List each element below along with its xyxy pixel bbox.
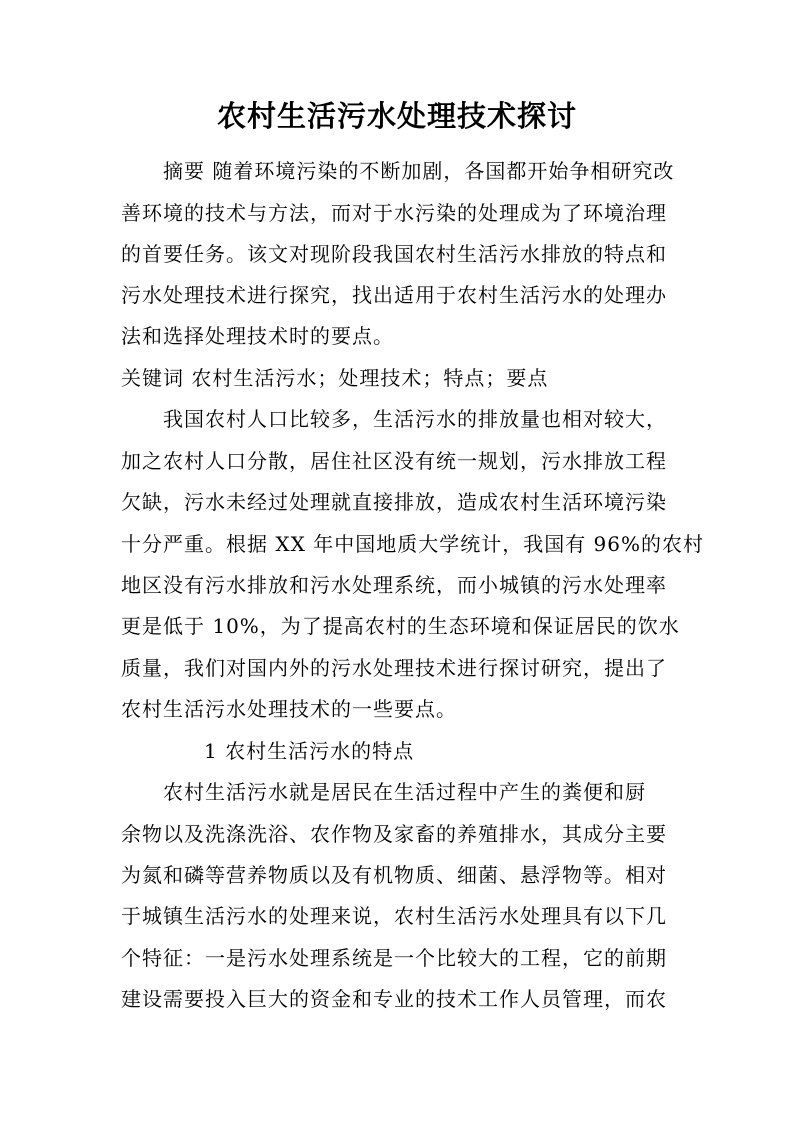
section-line: 农村生活污水就是居民在生活过程中产生的粪便和厨 [163, 780, 646, 804]
section-line: 个特征：一是污水处理系统是一个比较大的工程，它的前期 [121, 946, 667, 970]
intro-line: 农村生活污水处理技术的一些要点。 [121, 697, 457, 721]
abstract-line: 污水处理技术进行探究，找出适用于农村生活污水的处理办 [121, 283, 667, 307]
section-line: 于城镇生活污水的处理来说，农村生活污水处理具有以下几 [121, 904, 667, 928]
section-line: 建设需要投入巨大的资金和专业的技术工作人员管理，而农 [121, 987, 667, 1011]
abstract-line: 善环境的技术与方法，而对于水污染的处理成为了环境治理 [121, 201, 667, 225]
intro-line: 欠缺，污水未经过处理就直接排放，造成农村生活环境污染 [121, 490, 667, 514]
intro-line: 我国农村人口比较多，生活污水的排放量也相对较大， [163, 407, 667, 431]
keywords-line: 关键词 农村生活污水；处理技术；特点；要点 [121, 366, 549, 390]
abstract-line: 法和选择处理技术时的要点。 [121, 324, 394, 348]
intro-line: 十分严重。根据 XX 年中国地质大学统计，我国有 96%的农村 [121, 532, 705, 556]
intro-line: 加之农村人口分散，居住社区没有统一规划，污水排放工程 [121, 449, 667, 473]
intro-line: 更是低于 10%，为了提高农村的生态环境和保证居民的饮水 [121, 614, 680, 638]
document-title: 农村生活污水处理技术探讨 [216, 99, 577, 133]
section-heading: 1 农村生活污水的特点 [204, 739, 415, 763]
intro-line: 质量，我们对国内外的污水处理技术进行探讨研究，提出了 [121, 656, 667, 680]
section-line: 余物以及洗涤洗浴、农作物及家畜的养殖排水，其成分主要 [121, 822, 667, 846]
abstract-line: 的首要任务。该文对现阶段我国农村生活污水排放的特点和 [121, 242, 667, 266]
abstract-line: 摘要 随着环境污染的不断加剧，各国都开始争相研究改 [163, 159, 675, 183]
intro-line: 地区没有污水排放和污水处理系统，而小城镇的污水处理率 [121, 573, 667, 597]
section-line: 为氮和磷等营养物质以及有机物质、细菌、悬浮物等。相对 [121, 863, 667, 887]
